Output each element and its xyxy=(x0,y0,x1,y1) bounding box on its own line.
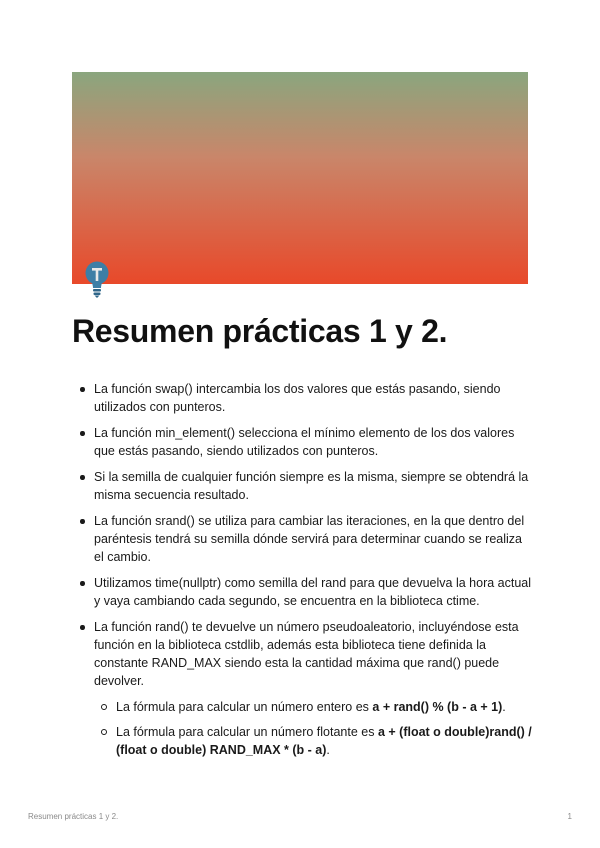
formula-suffix: . xyxy=(502,700,506,714)
content-body xyxy=(72,380,532,767)
list-item xyxy=(72,618,532,759)
list-item-text: Utilizamos time(nullptr) como semilla del rand para que devuelva la hora actual y vaya cambiando cada segundo, se encuentra en la biblioteca ctime. xyxy=(94,576,532,608)
formula-integer: a + rand() % (b - a + 1) xyxy=(372,700,503,714)
list-item-text: La función swap() intercambia los dos valores que estás pasando, siendo utilizados con punteros. xyxy=(94,382,501,414)
sub-bullet-list xyxy=(94,698,532,759)
page-title: Resumen prácticas 1 y 2. xyxy=(72,313,448,349)
list-item-text: La función rand() te devuelve un número pseudoaleatorio, incluyéndose esta función en la biblioteca cstdlib, además esta biblioteca tiene definida la constante RAND_MAX siendo esta la cantidad máxima que rand() puede devolver. xyxy=(94,620,519,688)
footer-title: Resumen prácticas 1 y 2. xyxy=(28,812,119,821)
formula-prefix: La fórmula para calcular un número flotante es xyxy=(116,725,378,739)
sub-list-item xyxy=(94,723,532,759)
list-item xyxy=(72,424,532,460)
list-item xyxy=(72,380,532,416)
list-item xyxy=(72,574,532,610)
sub-list-item xyxy=(94,698,532,716)
formula-float: a + (float o double)rand() / (float o double) RAND_MAX * (b - a) xyxy=(116,725,532,757)
list-item-text: La función srand() se utiliza para cambiar las iteraciones, en la que dentro del paréntesis tendrá su semilla dónde servirá para determinar cuando se realiza el cambio. xyxy=(94,514,525,564)
cover-image xyxy=(72,72,528,284)
formula-suffix: . xyxy=(326,743,330,757)
list-item-text: Si la semilla de cualquier función siempre es la misma, siempre se obtendrá la misma secuencia resultado. xyxy=(94,470,529,502)
list-item xyxy=(72,512,532,566)
bullet-list xyxy=(72,380,532,759)
list-item-text: La función min_element() selecciona el mínimo elemento de los dos valores que estás pasando, siendo utilizados con punteros. xyxy=(94,426,515,458)
formula-prefix: La fórmula para calcular un número entero es xyxy=(116,700,373,714)
page-number: 1 xyxy=(567,812,572,821)
list-item xyxy=(72,468,532,504)
lightbulb-icon xyxy=(84,261,110,299)
